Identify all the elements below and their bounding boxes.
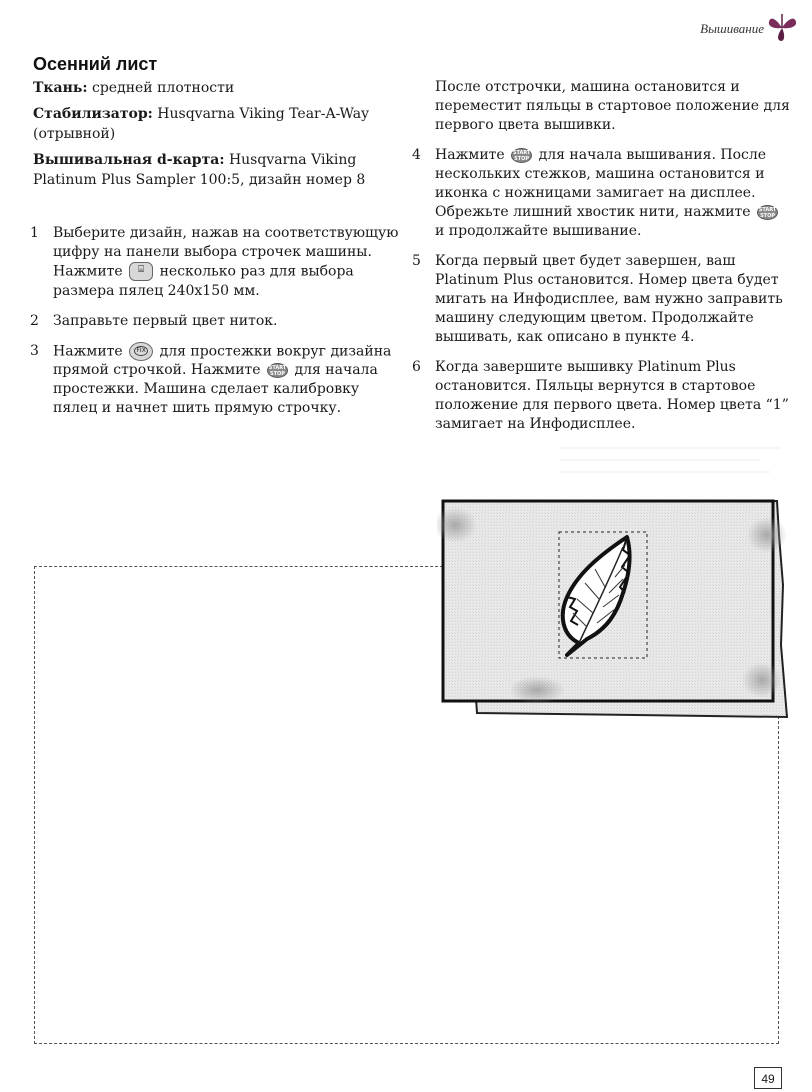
step-text: несколько раз для выбора размера пялец 240x150 мм. (53, 263, 354, 299)
stabilizer-value: Husqvarna Viking Tear-A-Way (отрывной) (33, 106, 369, 142)
step-text: для начала вышивания. После нескольких стежков, машина остановится и иконка с ножницами замигает на дисплее. Обрежьте лишний хвостик нити, нажмите (435, 147, 767, 220)
step-number: 6 (412, 359, 421, 375)
stabilizer-label: Стабилизатор: (33, 106, 153, 122)
start-stop-button-icon: START STOP (268, 364, 287, 377)
step-number: 2 (30, 312, 39, 329)
fix-button-icon: FIX (129, 342, 153, 361)
step-text: Когда первый цвет будет завершен, ваш Platinum Plus остановится. Номер цвета будет мигать на Инфодисплее, вам нужно заправить машину следующим цветом. Продолжайте вышивать, как описано в пункте 4. (435, 253, 783, 345)
step-text: и продолжайте вышивание. (435, 223, 642, 239)
step-text: Заправьте первый цвет ниток. (53, 312, 278, 329)
step-number: 4 (412, 147, 421, 163)
section-title: Вышивание (700, 21, 764, 36)
step-number: 3 (30, 342, 39, 359)
step-1 (30, 224, 400, 301)
fabric-line (33, 78, 403, 98)
step-2 (30, 312, 400, 331)
step-4 (412, 146, 792, 241)
fabric-label: Ткань: (33, 80, 88, 96)
card-line (33, 150, 393, 190)
leaf-embroidery-icon (437, 495, 797, 720)
page-title: Осенний лист (33, 54, 158, 74)
hoop-size-button-icon: ⌸ (129, 262, 153, 281)
step-text: для начала простежки. Машина сделает калибровку пялец и начнет шить прямую строчку. (53, 362, 378, 416)
step-text: Выберите дизайн, нажав на соответствующую цифру на панели выбора строчек машины. Нажмите (53, 225, 399, 280)
step-5 (412, 252, 792, 347)
card-label: Вышивальная d-карта: (33, 152, 225, 168)
step-text: Нажмите (53, 343, 123, 359)
right-column (412, 78, 792, 445)
left-column (30, 224, 400, 429)
step-number: 5 (412, 253, 421, 269)
step-6 (412, 358, 792, 434)
step-text: Когда завершите вышивку Platinum Plus остановится. Пяльцы вернутся в стартовое положение для первого цвета. Номер цвета “1” замигает на Инфодисплее. (435, 359, 789, 432)
show-through-marks (560, 440, 790, 480)
card-value: Husqvarna Viking Platinum Plus Sampler 100:5, дизайн номер 8 (33, 152, 366, 188)
flower-icon (766, 12, 798, 42)
step-3 (30, 342, 400, 419)
start-stop-button-icon: START STOP (512, 149, 531, 162)
step-number: 1 (30, 225, 39, 241)
fabric-value: средней плотности (91, 80, 235, 96)
step-text: для простежки вокруг дизайна прямой строчкой. Нажмите (53, 343, 392, 378)
start-stop-button-icon: START STOP (758, 206, 777, 219)
stabilizer-line (33, 104, 373, 144)
page-number: 49 (754, 1067, 782, 1089)
step-text: Нажмите (435, 147, 505, 163)
step-intro: После отстрочки, машина остановится и переместит пяльцы в стартовое положение для первого цвета вышивки. (435, 79, 790, 133)
